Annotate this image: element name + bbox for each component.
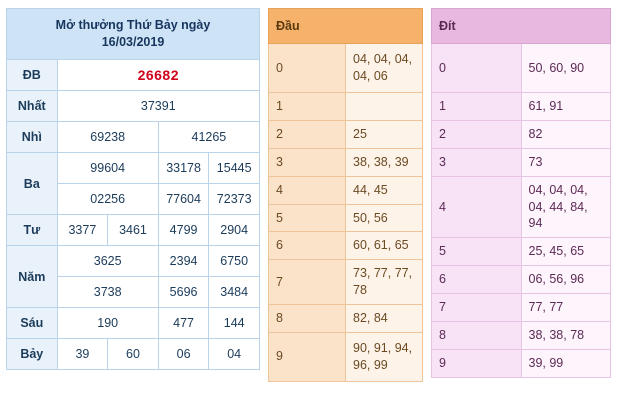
prize-value-nhi-1: 69238 — [57, 122, 158, 153]
dit-numbers-6: 06, 56, 96 — [521, 266, 611, 294]
prize-value-ba-1: 99604 — [57, 153, 158, 184]
prize-value-tu-2: 3461 — [108, 215, 159, 246]
prize-value-ba-4: 02256 — [57, 184, 158, 215]
dau-key-6: 6 — [269, 232, 346, 260]
table-row — [432, 238, 611, 266]
table-row — [269, 44, 423, 93]
dau-numbers-4: 44, 45 — [346, 176, 423, 204]
prize-value-ba-2: 33178 — [158, 153, 209, 184]
header-title-line1: Mở thưởng Thứ Bảy ngày — [55, 18, 211, 33]
dit-numbers-5: 25, 45, 65 — [521, 238, 611, 266]
dau-key-2: 2 — [269, 120, 346, 148]
prize-value-nhi-2: 41265 — [158, 122, 259, 153]
dit-key-2: 2 — [432, 120, 522, 148]
lottery-main-table — [6, 8, 260, 370]
table-row — [432, 148, 611, 176]
table-row — [432, 349, 611, 377]
table-row — [7, 308, 260, 339]
dit-key-8: 8 — [432, 321, 522, 349]
results-header — [7, 9, 260, 60]
dit-numbers-0: 50, 60, 90 — [521, 44, 611, 93]
table-row — [7, 215, 260, 246]
dau-table — [268, 8, 423, 382]
dit-numbers-1: 61, 91 — [521, 93, 611, 121]
table-row — [7, 339, 260, 370]
prize-value-ba-5: 77604 — [158, 184, 209, 215]
dau-numbers-5: 50, 56 — [346, 204, 423, 232]
prize-value-bay-4: 04 — [209, 339, 260, 370]
dau-key-7: 7 — [269, 260, 346, 305]
dit-numbers-8: 38, 38, 78 — [521, 321, 611, 349]
prize-value-nam-5: 5696 — [158, 277, 209, 308]
dit-title: Đít — [432, 9, 611, 44]
prize-value-nam-4: 3738 — [57, 277, 158, 308]
dau-header-row — [269, 9, 423, 44]
dau-numbers-0: 04, 04, 04, 04, 06 — [346, 44, 423, 93]
prize-value-tu-4: 2904 — [209, 215, 260, 246]
prize-value-db: 26682 — [57, 60, 259, 91]
table-row — [432, 266, 611, 294]
prize-label-sau: Sáu — [7, 308, 58, 339]
table-row — [432, 294, 611, 322]
dau-key-8: 8 — [269, 305, 346, 333]
prize-value-sau-1: 190 — [57, 308, 158, 339]
table-row — [7, 122, 260, 153]
table-row — [269, 148, 423, 176]
prize-label-nam: Năm — [7, 246, 58, 308]
table-row — [269, 260, 423, 305]
dau-key-9: 9 — [269, 332, 346, 381]
dau-key-5: 5 — [269, 204, 346, 232]
table-row — [432, 93, 611, 121]
prize-label-nhat: Nhất — [7, 91, 58, 122]
prize-value-ba-6: 72373 — [209, 184, 260, 215]
prize-value-nam-3: 6750 — [209, 246, 260, 277]
dit-numbers-4: 04, 04, 04, 04, 44, 84, 94 — [521, 176, 611, 238]
table-row — [7, 246, 260, 277]
dit-key-7: 7 — [432, 294, 522, 322]
prize-value-nhat: 37391 — [57, 91, 259, 122]
dit-table — [431, 8, 611, 378]
dit-key-1: 1 — [432, 93, 522, 121]
table-row — [432, 120, 611, 148]
prize-value-ba-3: 15445 — [209, 153, 260, 184]
prize-label-nhi: Nhì — [7, 122, 58, 153]
dau-key-3: 3 — [269, 148, 346, 176]
dit-key-3: 3 — [432, 148, 522, 176]
prize-value-bay-2: 60 — [108, 339, 159, 370]
prize-value-sau-3: 144 — [209, 308, 260, 339]
dit-numbers-3: 73 — [521, 148, 611, 176]
main-table-header-row — [7, 9, 260, 60]
dau-numbers-3: 38, 38, 39 — [346, 148, 423, 176]
prize-value-nam-2: 2394 — [158, 246, 209, 277]
dit-numbers-9: 39, 99 — [521, 349, 611, 377]
prize-label-tu: Tư — [7, 215, 58, 246]
prize-value-nam-1: 3625 — [57, 246, 158, 277]
dau-key-0: 0 — [269, 44, 346, 93]
prize-label-bay: Bảy — [7, 339, 58, 370]
dau-numbers-2: 25 — [346, 120, 423, 148]
prize-value-bay-3: 06 — [158, 339, 209, 370]
dit-header-row — [432, 9, 611, 44]
table-row — [432, 176, 611, 238]
prize-label-ba: Ba — [7, 153, 58, 215]
dau-numbers-9: 90, 91, 94, 96, 99 — [346, 332, 423, 381]
table-row — [269, 232, 423, 260]
header-title-line2: 16/03/2019 — [101, 35, 165, 49]
dau-key-1: 1 — [269, 93, 346, 121]
dit-numbers-2: 82 — [521, 120, 611, 148]
table-row — [432, 44, 611, 93]
dit-key-6: 6 — [432, 266, 522, 294]
table-row — [7, 60, 260, 91]
dau-numbers-7: 73, 77, 77, 78 — [346, 260, 423, 305]
prize-value-tu-3: 4799 — [158, 215, 209, 246]
prize-value-sau-2: 477 — [158, 308, 209, 339]
table-row — [7, 153, 260, 184]
prize-value-nam-6: 3484 — [209, 277, 260, 308]
table-row — [432, 321, 611, 349]
dit-key-5: 5 — [432, 238, 522, 266]
table-row — [269, 93, 423, 121]
table-row — [269, 204, 423, 232]
dit-key-9: 9 — [432, 349, 522, 377]
dau-numbers-6: 60, 61, 65 — [346, 232, 423, 260]
table-row — [269, 120, 423, 148]
dau-title: Đầu — [269, 9, 423, 44]
prize-value-tu-1: 3377 — [57, 215, 108, 246]
table-row — [269, 305, 423, 333]
dit-numbers-7: 77, 77 — [521, 294, 611, 322]
dau-numbers-8: 82, 84 — [346, 305, 423, 333]
prize-label-db: ĐB — [7, 60, 58, 91]
dit-key-4: 4 — [432, 176, 522, 238]
prize-value-bay-1: 39 — [57, 339, 108, 370]
table-row — [7, 91, 260, 122]
dau-key-4: 4 — [269, 176, 346, 204]
dit-key-0: 0 — [432, 44, 522, 93]
table-row — [269, 176, 423, 204]
table-row — [269, 332, 423, 381]
dau-numbers-1 — [346, 93, 423, 121]
